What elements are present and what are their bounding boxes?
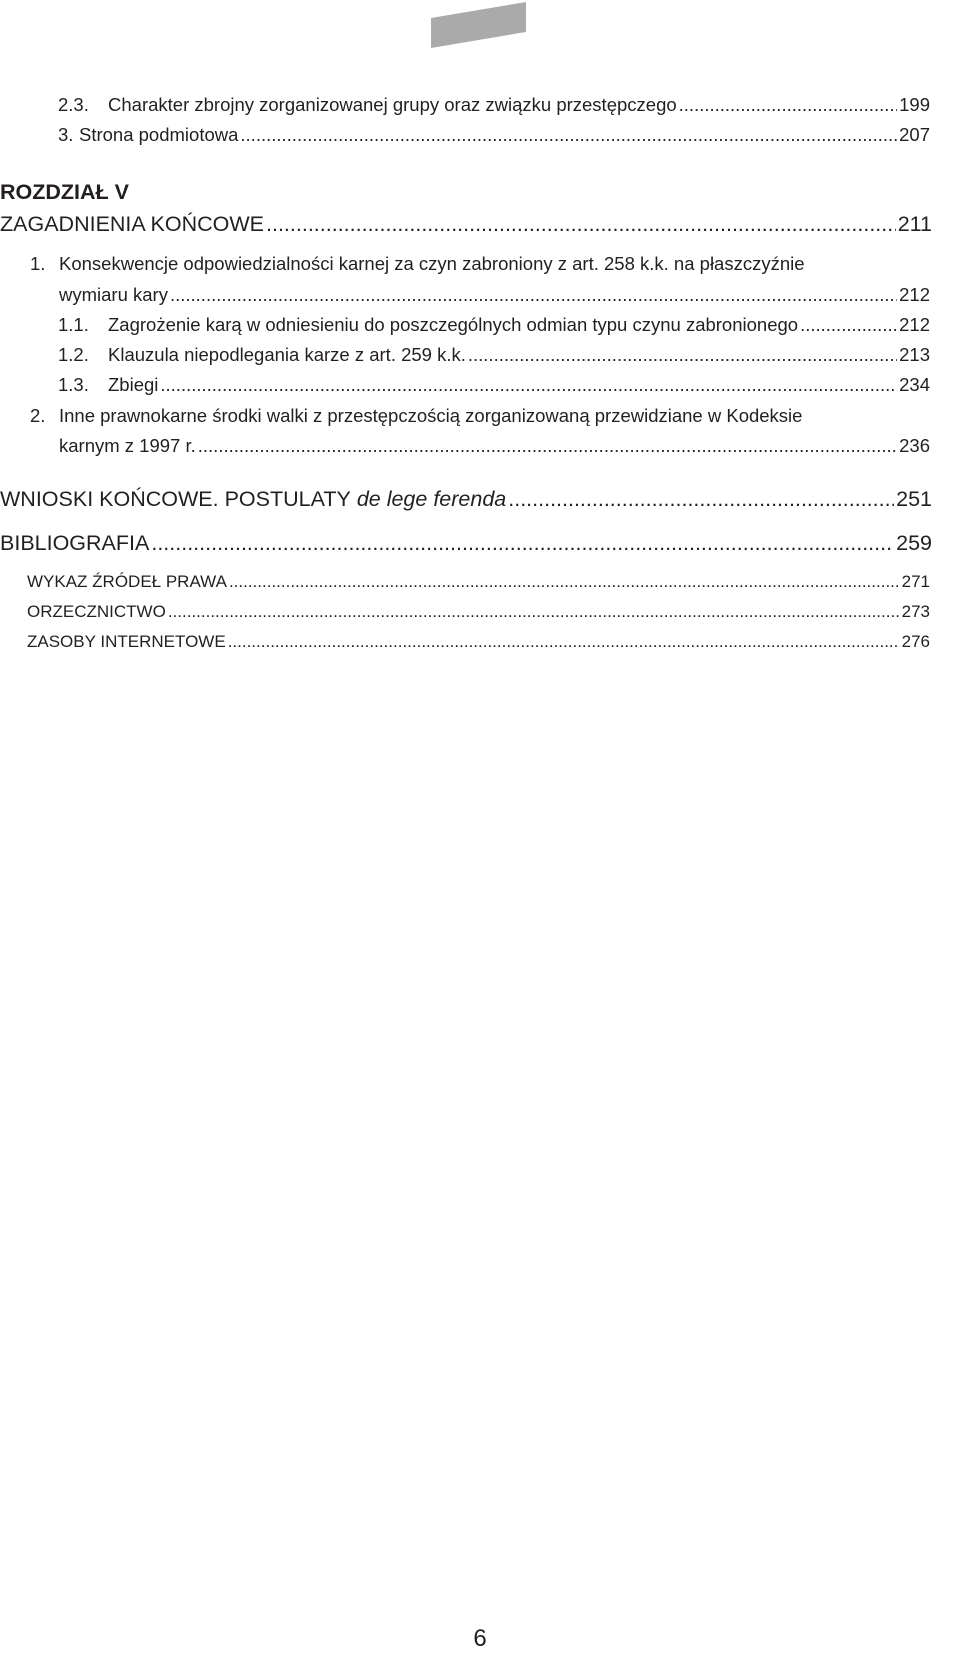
- toc-entry-number: 1.1.: [58, 314, 89, 335]
- toc-bibliography-entry[interactable]: [0, 530, 932, 556]
- toc-entry[interactable]: [58, 374, 930, 396]
- toc-entry-title-continued: wymiaru kary: [59, 284, 168, 305]
- toc-entry-title: WYKAZ ŹRÓDEŁ PRAWA: [27, 572, 227, 591]
- toc-entry-title: Charakter zbrojny zorganizowanej grupy oraz związku przestępczego: [108, 94, 677, 115]
- toc-entry-number: 1.2.: [58, 344, 89, 365]
- toc-entry[interactable]: [58, 344, 930, 366]
- toc-entry-title: Strona podmiotowa: [79, 124, 239, 145]
- toc-entry-number: 3.: [58, 124, 74, 145]
- toc-entry-title: ZAGADNIENIA KOŃCOWE: [0, 212, 265, 236]
- toc-entry-page: 236: [899, 435, 930, 456]
- toc-leader-dots: [160, 374, 897, 396]
- toc-entry[interactable]: [58, 94, 930, 116]
- toc-leader-dots: [468, 344, 897, 366]
- toc-entry-title: Klauzula niepodlegania karze z art. 259 k.k.: [108, 344, 466, 365]
- toc-entry-title-continued: karnym z 1997 r.: [59, 435, 196, 456]
- toc-entry-page: 234: [899, 374, 930, 395]
- toc-entry-page: 211: [897, 212, 932, 236]
- toc-entry-page: 259: [896, 531, 932, 555]
- toc-leader-dots: [170, 284, 897, 306]
- toc-entry-number: 1.: [30, 253, 46, 274]
- toc-entry[interactable]: [58, 124, 930, 146]
- toc-leader-dots: [228, 631, 900, 653]
- toc-subentry[interactable]: [27, 601, 930, 623]
- toc-leader-dots: [800, 314, 897, 336]
- toc-entry-page: 276: [901, 632, 930, 651]
- toc-entry-title: Zagrożenie karą w odniesieniu do poszczególnych odmian typu czynu zabronionego: [108, 314, 799, 335]
- toc-subentry[interactable]: [27, 631, 930, 653]
- toc-entry-page: 199: [899, 94, 930, 115]
- chapter-label: ROZDZIAŁ V: [0, 180, 129, 204]
- toc-leader-dots: [266, 211, 896, 237]
- toc-entry-title: Inne prawnokarne środki walki z przestępczością zorganizowaną przewidziane w Kodeksie: [59, 405, 803, 426]
- toc-entry-title-italic: de lege ferenda: [356, 487, 507, 511]
- toc-leader-dots: [151, 530, 894, 556]
- toc-entry-title: Zbiegi: [108, 374, 159, 395]
- toc-entry-title: Konsekwencje odpowiedzialności karnej za czyn zabroniony z art. 258 k.k. na płaszczyźnie: [59, 253, 805, 274]
- toc-entry-title: ORZECZNICTWO: [27, 602, 166, 621]
- toc-entry-line1[interactable]: [30, 253, 805, 275]
- toc-entry-page: 273: [901, 602, 930, 621]
- toc-entry[interactable]: [58, 314, 930, 336]
- toc-subentry[interactable]: [27, 571, 930, 593]
- toc-entry-line2[interactable]: [59, 435, 930, 457]
- toc-leader-dots: [198, 435, 897, 457]
- toc-entry-number: 2.: [30, 405, 46, 426]
- toc-entry-page: 271: [901, 572, 930, 591]
- toc-leader-dots: [508, 486, 894, 512]
- toc-leader-dots: [168, 601, 900, 623]
- toc-entry-number: 1.3.: [58, 374, 89, 395]
- toc-entry-page: 212: [899, 284, 930, 305]
- page-number: 6: [473, 1625, 487, 1652]
- toc-entry-page: 213: [899, 344, 930, 365]
- toc-leader-dots: [240, 124, 897, 146]
- toc-leader-dots: [679, 94, 897, 116]
- toc-entry-page: 212: [899, 314, 930, 335]
- toc-leader-dots: [229, 571, 900, 593]
- toc-entry-title: ZASOBY INTERNETOWE: [27, 632, 226, 651]
- toc-chapter-entry[interactable]: [0, 211, 932, 237]
- toc-entry-line1[interactable]: [30, 405, 802, 427]
- toc-entry-line2[interactable]: [59, 284, 930, 306]
- toc-entry-number: 2.3.: [58, 94, 89, 115]
- toc-conclusions-entry[interactable]: [0, 486, 932, 512]
- toc-entry-page: 207: [899, 124, 930, 145]
- page-tab-mark: [431, 2, 526, 48]
- toc-entry-page: 251: [896, 487, 932, 511]
- toc-entry-title: BIBLIOGRAFIA: [0, 531, 150, 555]
- toc-entry-title: WNIOSKI KOŃCOWE. POSTULATY: [0, 487, 351, 511]
